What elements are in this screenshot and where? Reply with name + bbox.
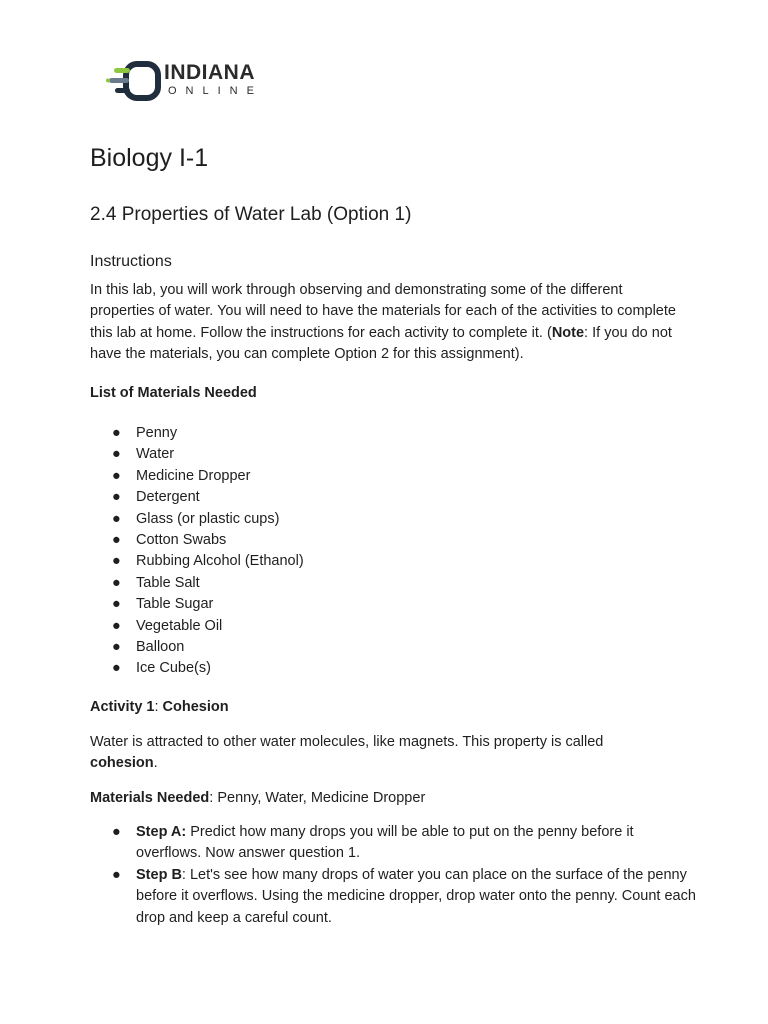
bullet-icon: ●: [112, 467, 121, 484]
bullet-icon: ●: [112, 639, 121, 656]
bullet-icon: ●: [112, 596, 121, 613]
activity-materials: Materials Needed: Penny, Water, Medicine Dropper: [90, 790, 426, 806]
section-heading: Instructions: [90, 253, 172, 270]
materials-list: [90, 423, 696, 680]
bullet-icon: ●: [112, 553, 121, 570]
bullet-icon: ●: [112, 574, 121, 591]
material-item: ● Table Salt: [90, 573, 696, 594]
activity-heading: Activity 1: Cohesion: [90, 699, 229, 715]
material-item: ● Water: [90, 444, 696, 465]
material-item: ● Table Sugar: [90, 594, 696, 615]
material-item: ● Medicine Dropper: [90, 466, 696, 487]
note-label: Note: [551, 324, 585, 341]
material-item: ● Cotton Swabs: [90, 530, 696, 551]
bullet-icon: ●: [112, 446, 121, 463]
step-item: ● Step A: Predict how many drops you will be able to put on the penny before it overflows. Now answer question 1.: [112, 824, 634, 862]
material-item: ● Detergent: [90, 487, 696, 508]
lab-title: 2.4 Properties of Water Lab (Option 1): [90, 204, 412, 225]
steps-list: [90, 822, 696, 929]
logo-subname: ONLINE: [168, 85, 263, 97]
bullet-icon: ●: [112, 489, 121, 506]
material-item: ● Glass (or plastic cups): [90, 509, 696, 530]
material-item: ● Vegetable Oil: [90, 616, 696, 637]
bullet-icon: ●: [112, 425, 121, 441]
logo-name: INDIANA: [164, 61, 255, 84]
materials-heading: List of Materials Needed: [90, 385, 257, 401]
material-item: ● Penny: [90, 423, 696, 444]
cohesion-term: cohesion: [90, 755, 154, 772]
bullet-icon: ●: [112, 866, 121, 883]
bullet-icon: ●: [112, 824, 121, 840]
page-title: Biology I-1: [90, 144, 209, 172]
bullet-icon: ●: [112, 617, 121, 634]
indiana-online-logo: [106, 60, 276, 102]
logo-mark-icon: [106, 60, 166, 102]
material-item: ● Balloon: [90, 637, 696, 658]
material-item: ● Ice Cube(s): [90, 658, 696, 679]
step-item: ● Step B: Let's see how many drops of water you can place on the surface of the penny before it overflows. Using the medicine dropper, drop water onto the penny. Count each drop and keep a careful count.: [112, 866, 696, 926]
bullet-icon: ●: [112, 532, 121, 549]
bullet-icon: ●: [112, 660, 121, 677]
material-item: ● Rubbing Alcohol (Ethanol): [90, 551, 696, 572]
activity-description: Water is attracted to other water molecules, like magnets. This property is called cohesion.: [90, 734, 604, 772]
bullet-icon: ●: [112, 510, 121, 527]
intro-paragraph: In this lab, you will work through observing and demonstrating some of the different properties of water. You will need to have the materials for each of the activities to complete this lab at home. Follow the instructions for each activity to complete it. (Note: If you do not have the materials, you can complete Option 2 for this assignment).: [90, 282, 676, 363]
